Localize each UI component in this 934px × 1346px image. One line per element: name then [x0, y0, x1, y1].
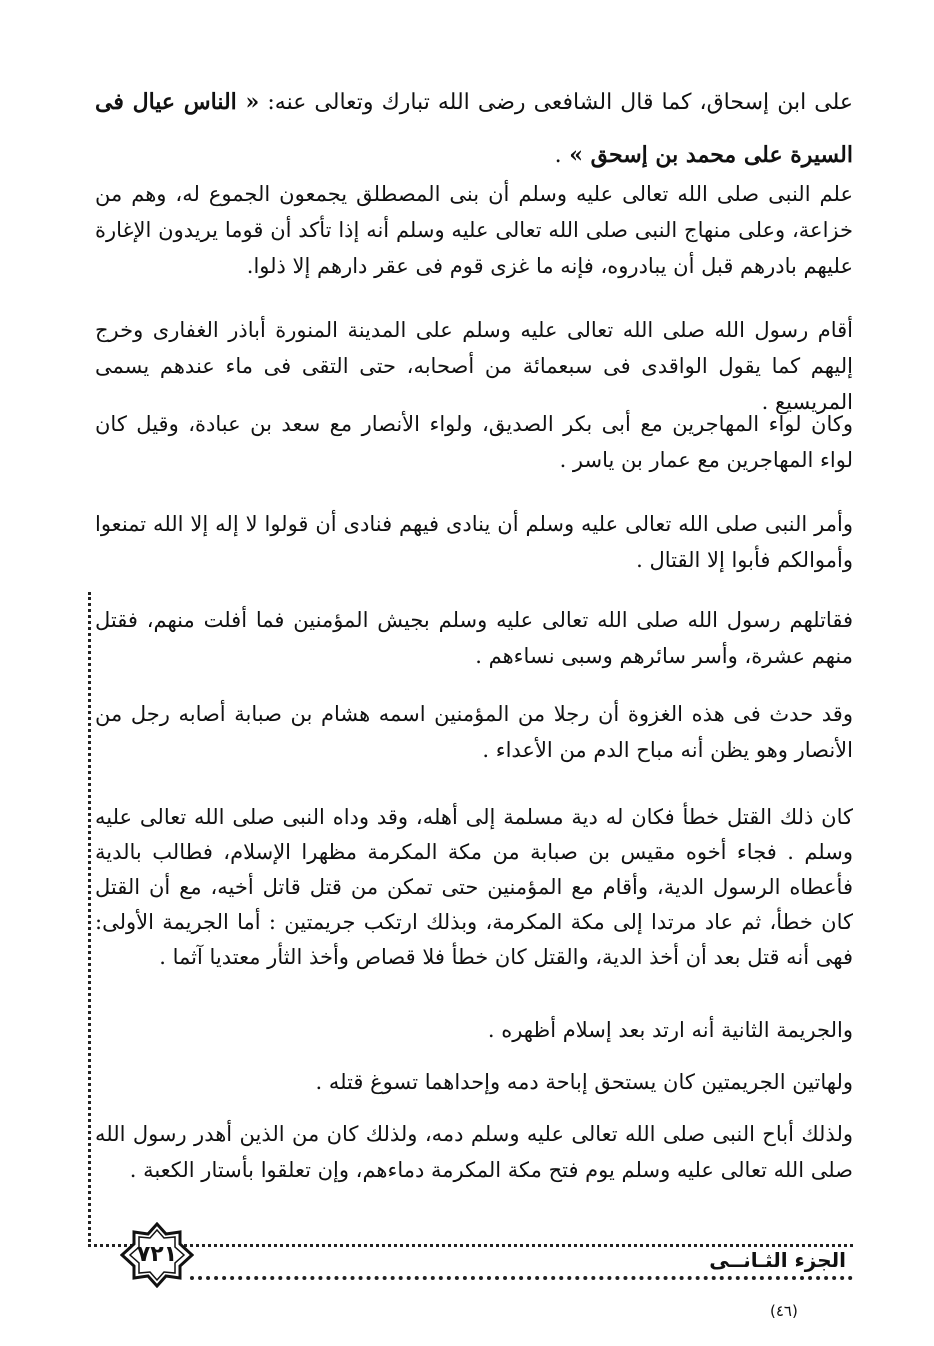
- paragraph-4: [95, 506, 853, 578]
- paragraph-text: أقام رسول الله صلى الله تعالى عليه وسلم على المدينة المنورة أباذر الغفارى وخرج إليهم كما يقول الواقدى فى سبعمائة من أصحابه، حتى التقى فى ماء عندهم يسمى المريسيع .: [95, 318, 853, 414]
- frame-left-border: [88, 592, 91, 1242]
- intro-quote: « الناس عيال فى السيرة على محمد بن إسحق »: [95, 89, 853, 168]
- paragraph-text: وكان لواء المهاجرين مع أبى بكر الصديق، ولواء الأنصار مع سعد بن عبادة، وقيل كان لواء المهاجرين مع عمار بن ياسر .: [95, 412, 853, 472]
- paragraph-text: كان ذلك القتل خطأ فكان له دية مسلمة إلى أهله، وقد وداه النبى صلى الله تعالى عليه وسلم . فجاء أخوه مقيس بن صبابة من مكة المكرمة مظهرا الإسلام، فطالب بالدية فأعطاه الرسول الدية، وأقام مع المؤمنين حتى تمكن من قتل قاتل أخيه، مع أن القتل كان خطأ، ثم عاد مرتدا إلى مكة المكرمة، وبذلك ارتكب جريمتين : أما الجريمة الأولى: فهى أنه قتل بعد أن أخذ الدية، والقتل كان خطأ فلا قصاص وأخذ الثأر معتديا آثما .: [95, 805, 853, 969]
- paragraph-1: [95, 176, 853, 284]
- paragraph-text: والجريمة الثانية أنه ارتد بعد إسلام أظهره .: [487, 1018, 853, 1042]
- paragraph-5: [95, 602, 853, 674]
- paragraph-7: [95, 800, 853, 975]
- frame-bottom-border: [88, 1244, 853, 1247]
- intro-paragraph: [95, 76, 853, 182]
- page-number: ٧٢١: [136, 1242, 178, 1267]
- paragraph-text: فقاتلهم رسول الله صلى الله تعالى عليه وسلم بجيش المؤمنين فما أفلت منهم، فقتل منهم عشرة، وأسر سائرهم وسبى نساءهم .: [95, 608, 853, 668]
- paragraph-9: [95, 1064, 853, 1100]
- paragraph-3: [95, 406, 853, 478]
- part-label: الجزء الثـانــى: [709, 1248, 846, 1272]
- paragraph-text: وقد حدث فى هذه الغزوة أن رجلا من المؤمنين اسمه هشام بن صبابة أصابه رجل من الأنصار وهو يظن أنه مباح الدم من الأعداء .: [95, 702, 853, 762]
- paragraph-6: [95, 696, 853, 768]
- intro-text: على ابن إسحاق، كما قال الشافعى رضى الله تبارك وتعالى عنه:: [259, 90, 853, 115]
- page-number-badge: [120, 1222, 194, 1288]
- paragraph-text: علم النبى صلى الله تعالى عليه وسلم أن بنى المصطلق يجمعون الجموع له، وهم من خزاعة، وعلى منهاج النبى صلى الله تعالى عليه وسلم أنه إذا تأكد أن قوما يريدون الإغارة عليهم بادرهم قبل أن يبادروه، فإنه ما غزى قوم فى عقر دارهم إلا ذلوا.: [95, 182, 853, 278]
- paragraph-text: ولذلك أباح النبى صلى الله تعالى عليه وسلم دمه، ولذلك كان من الذين أهدر رسول الله صلى الله تعالى عليه وسلم يوم فتح مكة المكرمة دماءهم، وإن تعلقوا بأستار الكعبة .: [95, 1122, 853, 1182]
- paragraph-8: [95, 1012, 853, 1048]
- paragraph-10: [95, 1116, 853, 1188]
- footer-reference: (٤٦): [770, 1302, 798, 1320]
- footer-divider: [190, 1276, 853, 1280]
- paragraph-text: ولهاتين الجريمتين كان يستحق إباحة دمه وإحداهما تسوغ قتله .: [315, 1070, 853, 1094]
- paragraph-text: وأمر النبى صلى الله تعالى عليه وسلم أن ينادى فيهم فنادى أن قولوا لا إله إلا الله تمنعوا وأموالكم فأبوا إلا القتال .: [95, 512, 853, 572]
- paragraph-2: [95, 312, 853, 420]
- intro-end: .: [554, 143, 562, 168]
